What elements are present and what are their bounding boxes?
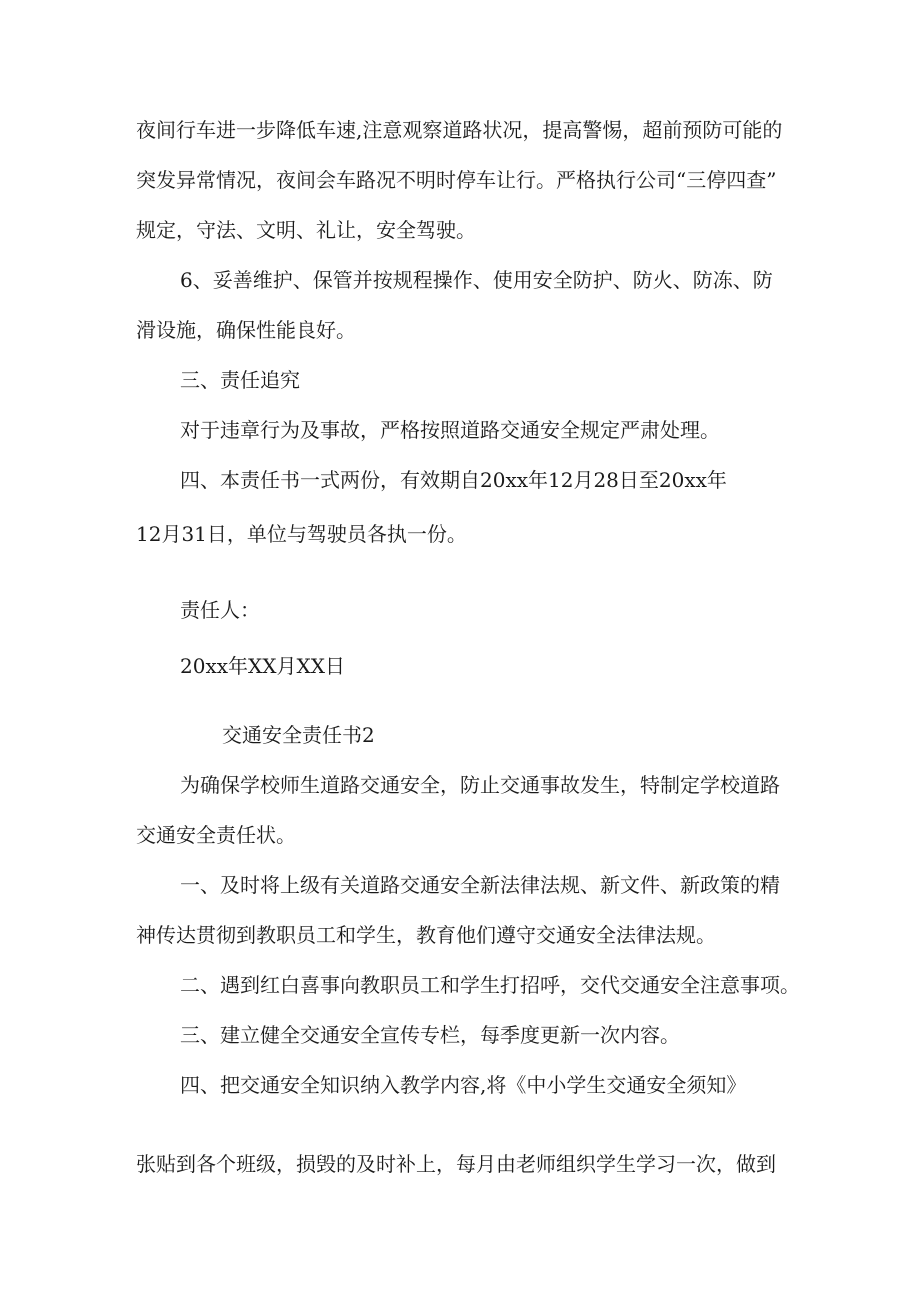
text-line: 三、建立健全交通安全宣传专栏，每季度更新一次内容。 [180, 1023, 680, 1047]
text-line: 四、把交通安全知识纳入教学内容,将《中小学生交通安全须知》 [180, 1073, 747, 1097]
text-line: 夜间行车进一步降低车速,注意观察道路状况，提高警惕，超前预防可能的 [136, 118, 783, 142]
text-line: 一、及时将上级有关道路交通安全新法律法规、新文件、新政策的精 [180, 873, 780, 897]
text-line: 6、妥善维护、保管并按规程操作、使用安全防护、防火、防冻、防 [180, 268, 773, 292]
date-line: 20xx年XX月XX日 [180, 654, 345, 678]
text-line: 滑设施，确保性能良好。 [136, 318, 356, 342]
text-line: 为确保学校师生道路交通安全，防止交通事故发生，特制定学校道路 [180, 773, 780, 797]
text-line: 突发异常情况，夜间会车路况不明时停车让行。严格执行公司“三停四查” [136, 168, 777, 192]
text-line: 交通安全责任状。 [136, 823, 296, 847]
text-line: 神传达贯彻到教职员工和学生，教育他们遵守交通安全法律法规。 [136, 923, 716, 947]
text-line: 二、遇到红白喜事向教职员工和学生打招呼，交代交通安全注意事项。 [180, 973, 800, 997]
text-line: 12月31日，单位与驾驶员各执一份。 [136, 522, 467, 546]
signature-label: 责任人： [180, 598, 260, 622]
text-line: 对于违章行为及事故，严格按照道路交通安全规定严肃处理。 [180, 418, 720, 442]
text-line: 张贴到各个班级，损毁的及时补上，每月由老师组织学生学习一次，做到 [136, 1152, 776, 1176]
text-line: 规定，守法、文明、礼让，安全驾驶。 [136, 218, 476, 242]
document-title: 交通安全责任书2 [222, 723, 375, 747]
section-heading: 三、责任追究 [180, 368, 300, 392]
text-line: 四、本责任书一式两份，有效期自20xx年12月28日至20xx年 [180, 468, 727, 492]
